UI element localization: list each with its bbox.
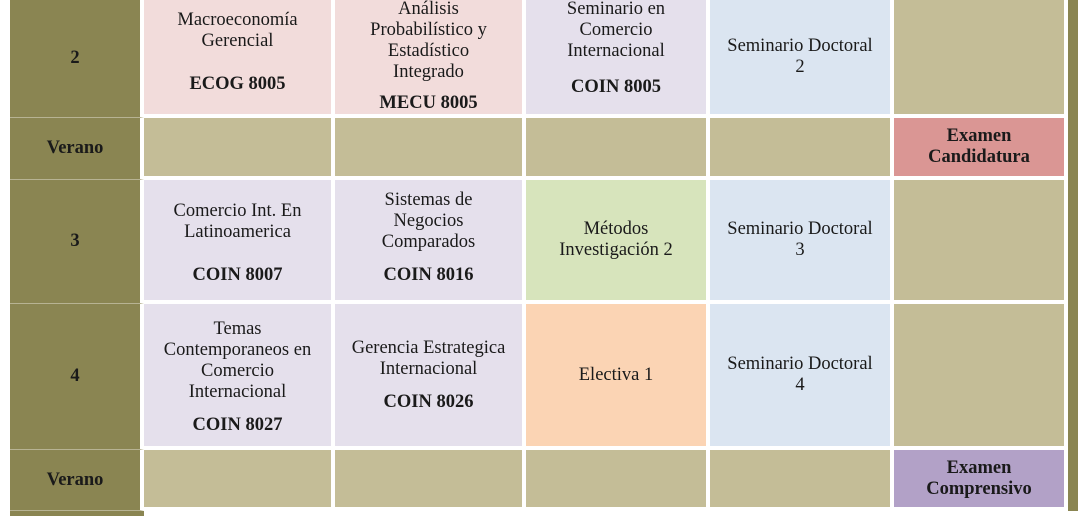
summer-cell [335,450,526,511]
course-title: Seminario en Comercio Internacional [566,0,666,61]
row-label-text: 4 [70,366,80,386]
course-code: ECOG 8005 [189,74,286,94]
course-title: Temas Contemporaneos en Comercio Internacional [163,319,312,402]
row-label-text: Verano [46,138,104,158]
course-title: Sistemas de Negocios Comparados [381,190,476,252]
curriculum-table [10,0,1068,511]
course-cell-coin-8007 [144,180,335,304]
row-label-text: 2 [70,48,80,68]
empty-cell [894,180,1068,304]
course-code: COIN 8016 [383,265,474,285]
course-cell-electiva-1 [526,304,710,450]
course-title: Gerencia Estrategica Internacional [351,337,506,379]
course-cell-seminario-doctoral-4 [710,304,894,450]
summer-cell [526,450,710,511]
course-cell-mecu-8005 [335,0,526,118]
row-label-verano [10,118,144,180]
exam-comprensivo-cell [894,450,1068,511]
row-label-3 [10,180,144,304]
course-title: Análisis Probabilístico y Estadístico Integrado [370,0,487,82]
course-cell-coin-8005 [526,0,710,118]
course-cell-coin-8016 [335,180,526,304]
summer-cell [335,118,526,180]
label-column-tail [10,511,144,516]
course-code: COIN 8005 [571,77,661,97]
course-title: Macroeconomía Gerencial [177,10,298,51]
summer-cell [144,450,335,511]
page-border-right [1068,0,1078,516]
empty-cell [894,0,1068,118]
exam-candidatura-cell [894,118,1068,180]
course-cell-ecog-8005 [144,0,335,118]
course-code: COIN 8026 [383,391,474,412]
course-title: Métodos Investigación 2 [559,219,673,260]
summer-cell [710,450,894,511]
row-label-4 [10,304,144,450]
course-title: Seminario Doctoral 2 [727,36,873,77]
course-title: Seminario Doctoral 3 [727,219,873,260]
exam-title: Examen Candidatura [928,126,1030,167]
row-label-2 [10,0,144,118]
row-label-text: 3 [70,231,80,251]
summer-cell [710,118,894,180]
course-title: Comercio Int. En Latinoamerica [173,201,302,242]
course-cell-coin-8026 [335,304,526,450]
exam-title: Examen Comprensivo [926,457,1032,499]
course-cell-seminario-doctoral-3 [710,180,894,304]
course-code: COIN 8007 [192,265,283,285]
course-code: MECU 8005 [379,93,478,113]
course-code: COIN 8027 [192,415,283,435]
summer-cell [526,118,710,180]
page-margin-left [0,0,10,516]
course-title: Seminario Doctoral 4 [727,354,873,395]
summer-cell [144,118,335,180]
course-cell-metodos-investigacion-2 [526,180,710,304]
row-label-text: Verano [46,469,104,490]
course-cell-coin-8027 [144,304,335,450]
row-label-verano [10,450,144,511]
course-title: Electiva 1 [578,364,654,385]
course-cell-seminario-doctoral-2 [710,0,894,118]
empty-cell [894,304,1068,450]
page-bottom-margin [0,511,1078,516]
